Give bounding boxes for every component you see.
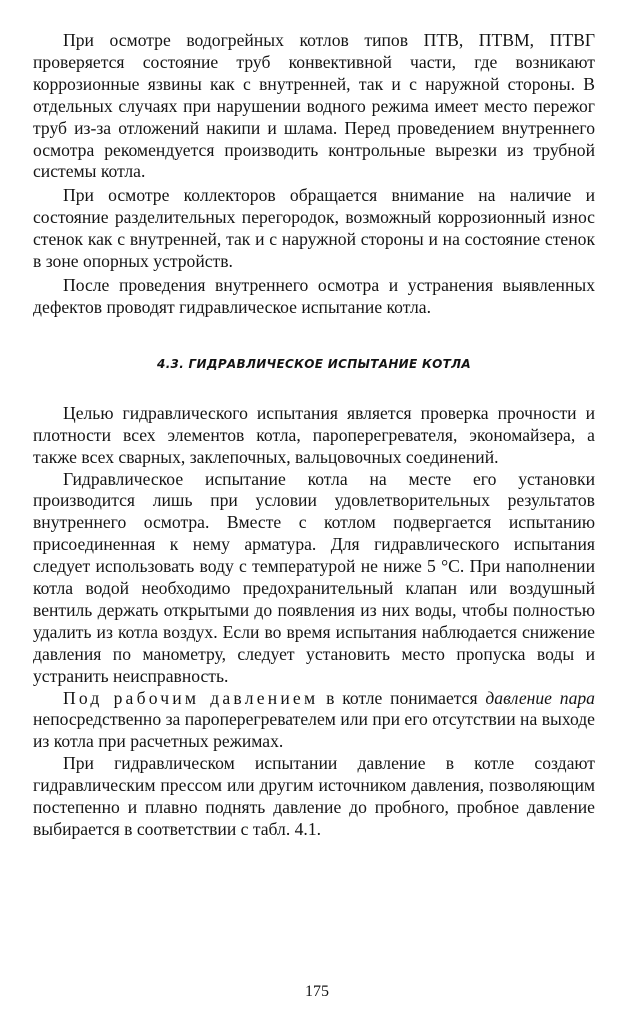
paragraph-2: При осмотре коллекторов обращается внимание на наличие и состояние разделительных перегородок, возможный коррозионный износ стенок как с внутренней, так и с наружной стороны и на состояние стенок в зоне опорных устройств.	[33, 185, 595, 272]
paragraph-6-end: непосредственно за пароперегревателем или при его отсутствии на выходе из котла при расчетных режимах.	[33, 709, 595, 752]
section-heading: 4.3. ГИДРАВЛИЧЕСКОЕ ИСПЫТАНИЕ КОТЛА	[157, 356, 471, 371]
paragraph-1: При осмотре водогрейных котлов типов ПТВ, ПТВМ, ПТВГ проверяется состояние труб конвективной части, где возникают коррозионные язвины как с внутренней, так и с наружной стороны. В отдельных случаях при нарушении водного режима имеет место пережог труб из-за отложений накипи и шлама. Перед проведением внутреннего осмотра рекомендуется производить контрольные вырезки из трубной системы котла.	[33, 30, 595, 182]
paragraph-3: После проведения внутреннего осмотра и устранения выявленных дефектов проводят гидравлическое испытание котла.	[33, 274, 595, 317]
italic-term: давление пара	[485, 687, 595, 708]
paragraph-5: Гидравлическое испытание котла на месте его установки производится лишь при условии удовлетворительных результатов внутреннего осмотра. Вместе с котлом подвергается испытанию присоединенная к нему арматура. Для гидравлического испытания следует использовать воду с температурой не ниже 5 °С. При наполнении котла водой необходимо предохранительный клапан или воздушный вентиль держать открытыми до появления из них воды, чтобы полностью удалить из котла воздух. Если во время испытания наблюдается снижение давления по манометру, следует установить место пропуска воды и устранить неисправность.	[33, 468, 595, 686]
paragraph-7: При гидравлическом испытании давление в котле создают гидравлическим прессом или другим источником давления, позволяющим постепенно и плавно поднять давление до пробного, пробное давление выбирается в соответствии с табл. 4.1.	[33, 753, 595, 839]
paragraph-4: Целью гидравлического испытания является проверка прочности и плотности всех элементов котла, пароперегревателя, экономайзера, а также всех сварных, заклепочных, вальцовочных соединений.	[33, 402, 595, 467]
paragraph-6-mid: в котле понимается	[318, 687, 486, 708]
page-text-column	[33, 30, 595, 841]
page-number: 175	[305, 983, 329, 1000]
paragraph-6	[33, 688, 595, 754]
spaced-term: Под рабочим давлением	[63, 687, 319, 708]
